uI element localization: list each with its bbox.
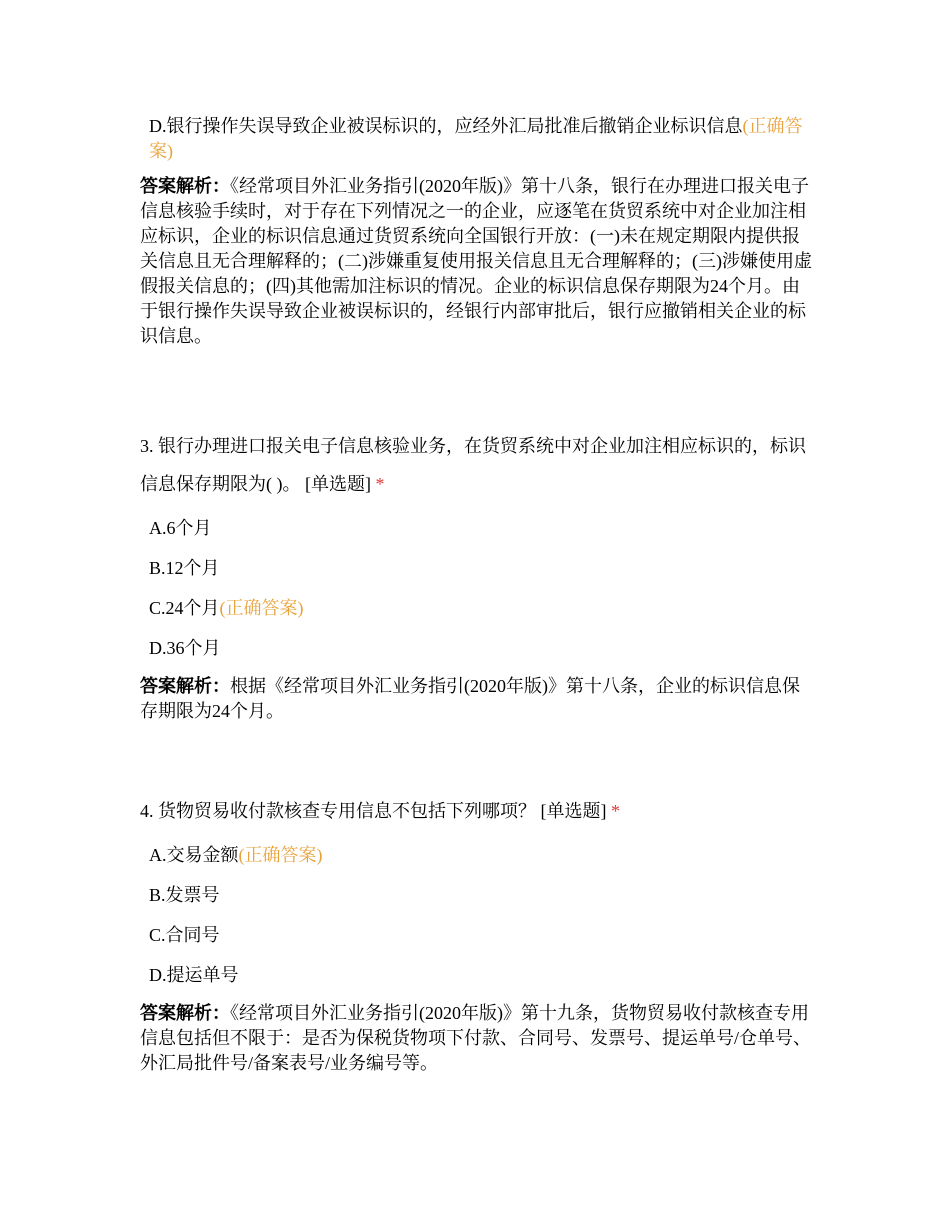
correct-answer-tag: (正确答案) — [238, 845, 323, 865]
prev-explanation — [140, 174, 812, 349]
required-mark: * — [375, 474, 385, 494]
q3-explanation — [140, 674, 812, 724]
correct-answer-tag: (正确答案) — [149, 116, 803, 161]
q3-option-d[interactable] — [140, 628, 812, 668]
option-text: D.36个月 — [149, 638, 221, 658]
q4-option-d[interactable] — [140, 955, 812, 995]
option-text: B.12个月 — [149, 558, 220, 578]
explanation-text: 《经常项目外汇业务指引(2020年版)》第十九条，货物贸易收付款核查专用信息包括但不限于：是否为保税货物项下付款、合同号、发票号、提运单号/仓单号、外汇局批件号/备案表号/业务编号等。 — [140, 1003, 811, 1073]
prev-option-d — [140, 114, 812, 164]
option-text: D.提运单号 — [149, 965, 239, 985]
q4-explanation — [140, 1001, 812, 1076]
correct-answer-tag: (正确答案) — [219, 598, 304, 618]
explanation-text: 根据《经常项目外汇业务指引(2020年版)》第十八条，企业的标识信息保存期限为24个月。 — [140, 676, 800, 721]
question-text: 4. 货物贸易收付款核查专用信息不包括下列哪项？ [单选题] — [140, 801, 607, 821]
question-4 — [140, 792, 812, 830]
option-text: C.合同号 — [149, 925, 220, 945]
option-text: B.发票号 — [149, 885, 220, 905]
option-text: C.24个月 — [149, 598, 220, 618]
explanation-label: 答案解析： — [140, 176, 230, 196]
document-page — [140, 114, 812, 1076]
explanation-text: 《经常项目外汇业务指引(2020年版)》第十八条，银行在办理进口报关电子信息核验手续时，对于存在下列情况之一的企业，应逐笔在货贸系统中对企业加注相应标识，企业的标识信息通过货贸系统向全国银行开放：(一)未在规定期限内提供报关信息且无合理解释的；(二)涉嫌重复使用报关信息且无合理解释的；(三)涉嫌使用虚假报关信息的；(四)其他需加注标识的情况。企业的标识信息保存期限为24个月。由于银行操作失误导致企业被误标识的，经银行内部审批后，银行应撤销相关企业的标识信息。 — [140, 176, 812, 346]
required-mark: * — [611, 801, 620, 821]
question-3 — [140, 427, 812, 503]
q3-option-b[interactable] — [140, 548, 812, 588]
explanation-label: 答案解析： — [140, 1003, 230, 1023]
q4-option-b[interactable] — [140, 875, 812, 915]
q3-option-a[interactable] — [140, 508, 812, 548]
option-text: A.6个月 — [149, 518, 212, 538]
question-text: 3. 银行办理进口报关电子信息核验业务，在货贸系统中对企业加注相应标识的，标识信息保存期限为( )。 [单选题] — [140, 436, 806, 494]
option-text: A.交易金额 — [149, 845, 239, 865]
q3-option-c[interactable] — [140, 588, 812, 628]
option-text: D.银行操作失误导致企业被误标识的，应经外汇局批准后撤销企业标识信息 — [149, 116, 743, 136]
q4-option-c[interactable] — [140, 915, 812, 955]
explanation-label: 答案解析： — [140, 676, 230, 696]
q4-option-a[interactable] — [140, 835, 812, 875]
